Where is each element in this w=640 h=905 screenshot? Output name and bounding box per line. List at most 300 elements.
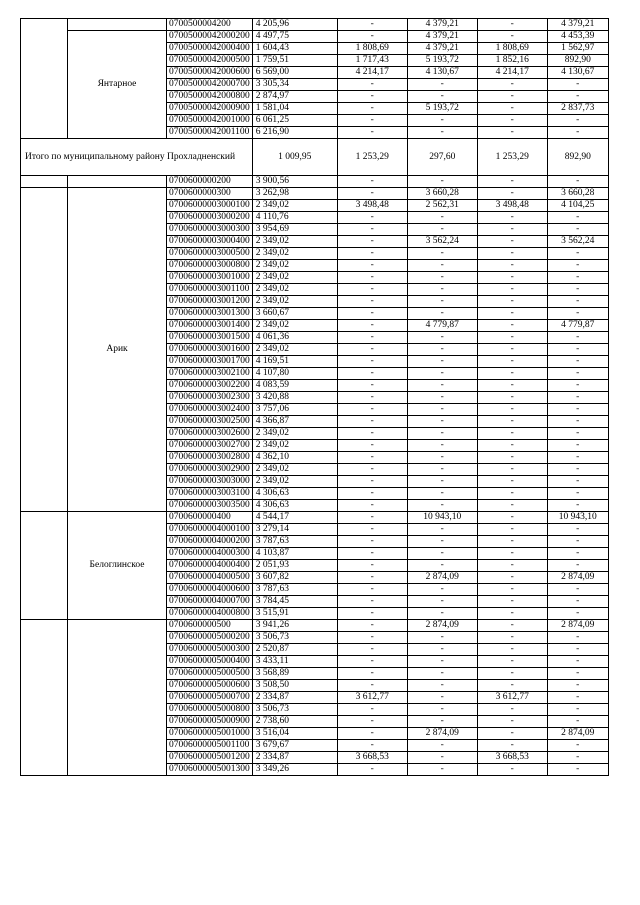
value-cell: - [407,91,477,103]
value-cell: - [477,536,547,548]
value-cell: - [337,572,407,584]
value-cell: - [477,704,547,716]
value-cell: - [477,668,547,680]
value-cell: - [337,476,407,488]
value-cell: - [547,764,608,776]
value-cell: - [407,764,477,776]
tariff-value: 4 205,96 [252,19,337,31]
place-cell-empty [68,176,167,188]
value-cell: - [477,79,547,91]
table-row [21,31,609,43]
value-cell: - [407,560,477,572]
value-cell: 5 193,72 [407,103,477,115]
value-cell: - [407,476,477,488]
value-cell: - [477,548,547,560]
tariff-value: 3 305,34 [252,79,337,91]
value-cell: - [477,127,547,139]
value-cell: 4 779,87 [547,320,608,332]
value-cell: - [337,680,407,692]
value-cell: - [547,260,608,272]
value-cell: 1 562,97 [547,43,608,55]
value-cell: - [337,584,407,596]
value-cell: - [337,620,407,632]
value-cell: - [547,608,608,620]
value-cell: - [477,272,547,284]
object-code: 07006000005001100 [167,740,253,752]
tariff-value: 3 607,82 [252,572,337,584]
object-code: 07006000003003100 [167,488,253,500]
value-cell: - [337,356,407,368]
value-cell: 4 379,21 [407,31,477,43]
tariff-value: 2 874,97 [252,91,337,103]
value-cell: - [337,464,407,476]
value-cell: - [547,392,608,404]
value-cell: - [337,524,407,536]
value-cell: - [547,644,608,656]
value-cell: - [477,512,547,524]
value-cell: - [337,548,407,560]
value-cell: - [337,260,407,272]
blank-cell [21,188,68,512]
value-cell: - [337,115,407,127]
tariff-value: 2 349,02 [252,248,337,260]
value-cell: - [477,740,547,752]
value-cell: - [407,260,477,272]
object-code: 07006000005000200 [167,632,253,644]
object-code: 07006000003002700 [167,440,253,452]
value-cell: - [337,31,407,43]
value-cell: - [407,79,477,91]
object-code: 07005000042001100 [167,127,253,139]
value-cell: - [337,127,407,139]
value-cell: - [407,488,477,500]
settlement-name: Арик [68,188,167,512]
value-cell: - [477,728,547,740]
value-cell: - [547,248,608,260]
tariff-value: 3 420,88 [252,392,337,404]
value-cell: - [407,632,477,644]
tariff-value: 4 497,75 [252,31,337,43]
table-body [21,19,609,776]
value-cell: - [477,380,547,392]
blank-cell [21,512,68,620]
tariff-value: 4 110,76 [252,212,337,224]
value-cell: - [547,91,608,103]
value-cell: - [477,115,547,127]
tariff-value: 2 051,93 [252,560,337,572]
object-code: 07006000005000500 [167,668,253,680]
value-cell: - [407,440,477,452]
value-cell: 5 193,72 [407,55,477,67]
object-code: 07006000003000800 [167,260,253,272]
value-cell: 3 498,48 [477,200,547,212]
value-cell: 4 130,67 [407,67,477,79]
tariff-value: 6 569,00 [252,67,337,79]
value-cell: - [337,764,407,776]
value-cell: 1 717,43 [337,55,407,67]
value-cell: 4 130,67 [547,67,608,79]
tariff-value: 2 349,02 [252,296,337,308]
value-cell: - [407,584,477,596]
tariff-value: 6 061,25 [252,115,337,127]
value-cell: - [337,632,407,644]
value-cell: - [407,356,477,368]
settlement-name: Белоглинское [68,512,167,620]
blank-cell [21,620,68,776]
value-cell: - [547,596,608,608]
table-row [21,512,609,524]
object-code: 07006000004000400 [167,560,253,572]
value-cell: - [407,464,477,476]
value-cell: - [547,115,608,127]
value-cell: - [477,368,547,380]
tariff-value: 1 581,04 [252,103,337,115]
tariff-value: 3 660,67 [252,308,337,320]
object-code: 07006000005000700 [167,692,253,704]
value-cell: - [337,368,407,380]
value-cell: - [407,332,477,344]
value-cell: 2 874,09 [547,620,608,632]
value-cell: - [547,536,608,548]
value-cell: - [407,668,477,680]
total-value: 892,90 [547,139,608,176]
value-cell: - [337,656,407,668]
object-code: 07005000042001000 [167,115,253,127]
value-cell: - [547,212,608,224]
settlement-name [68,620,167,776]
tariff-value: 3 508,50 [252,680,337,692]
object-code: 07005000042000200 [167,31,253,43]
tariff-value: 3 679,67 [252,740,337,752]
value-cell: - [477,464,547,476]
total-value: 1 253,29 [337,139,407,176]
value-cell: - [337,103,407,115]
value-cell: - [477,19,547,31]
value-cell: 4 104,25 [547,200,608,212]
object-code: 07006000004000800 [167,608,253,620]
value-cell: - [547,452,608,464]
object-code: 07005000042000700 [167,79,253,91]
value-cell: - [547,79,608,91]
value-cell: - [337,380,407,392]
value-cell: - [407,416,477,428]
value-cell: - [547,464,608,476]
object-code: 0700600000400 [167,512,253,524]
tariff-value: 3 515,91 [252,608,337,620]
object-code: 07006000003000300 [167,224,253,236]
value-cell: - [547,356,608,368]
value-cell: - [337,296,407,308]
value-cell: - [337,740,407,752]
tariff-value: 6 216,90 [252,127,337,139]
value-cell: - [407,248,477,260]
tariff-value: 4 169,51 [252,356,337,368]
value-cell: - [407,127,477,139]
tariff-value: 2 349,02 [252,464,337,476]
object-code: 07006000003002600 [167,428,253,440]
table-row [21,19,609,31]
value-cell: 3 612,77 [337,692,407,704]
tariff-value: 4 366,87 [252,416,337,428]
value-cell: - [547,127,608,139]
value-cell: - [337,308,407,320]
object-code: 07005000042000500 [167,55,253,67]
value-cell: - [407,212,477,224]
object-code: 07006000003003000 [167,476,253,488]
value-cell: - [477,572,547,584]
value-cell: - [477,764,547,776]
value-cell: - [547,584,608,596]
value-cell: - [337,536,407,548]
value-cell: - [477,260,547,272]
object-code: 07006000003002800 [167,452,253,464]
value-cell: - [547,404,608,416]
value-cell: 1 852,16 [477,55,547,67]
object-code: 07006000003001500 [167,332,253,344]
value-cell: - [477,584,547,596]
object-code: 07006000003001200 [167,296,253,308]
value-cell: 2 874,09 [407,620,477,632]
value-cell: - [477,176,547,188]
value-cell: 4 379,21 [407,43,477,55]
value-cell: - [337,176,407,188]
value-cell: 2 874,09 [547,728,608,740]
value-cell: - [337,79,407,91]
value-cell: 4 779,87 [407,320,477,332]
value-cell: - [337,416,407,428]
value-cell: - [477,212,547,224]
value-cell: - [477,524,547,536]
value-cell: - [337,272,407,284]
value-cell: - [477,356,547,368]
value-cell: - [547,272,608,284]
value-cell: 2 562,31 [407,200,477,212]
object-code: 07006000003002300 [167,392,253,404]
object-code: 07006000004000700 [167,596,253,608]
tariff-value: 3 784,45 [252,596,337,608]
value-cell: - [407,392,477,404]
value-cell: - [477,476,547,488]
object-code: 07006000003002100 [167,368,253,380]
object-code: 07006000005000900 [167,716,253,728]
object-code: 07006000004000500 [167,572,253,584]
value-cell: 3 498,48 [337,200,407,212]
total-row [21,139,609,176]
value-cell: - [407,115,477,127]
value-cell: - [477,91,547,103]
object-code: 07006000005000400 [167,656,253,668]
total-label: Итого по муниципальному району Прохладненский [21,139,253,176]
tariff-value: 3 433,11 [252,656,337,668]
tariff-value: 3 787,63 [252,536,337,548]
value-cell: - [407,344,477,356]
value-cell: - [477,236,547,248]
tariff-value: 2 349,02 [252,272,337,284]
value-cell: - [337,248,407,260]
value-cell: - [337,488,407,500]
tariff-value: 2 349,02 [252,440,337,452]
object-code: 07006000003001000 [167,272,253,284]
tariff-value: 3 954,69 [252,224,337,236]
tariff-value: 3 349,26 [252,764,337,776]
value-cell: - [477,31,547,43]
value-cell: 1 808,69 [477,43,547,55]
value-cell: - [337,404,407,416]
value-cell: - [407,704,477,716]
tariff-value: 1 604,43 [252,43,337,55]
tariff-value: 3 262,98 [252,188,337,200]
tariff-value: 3 941,26 [252,620,337,632]
blank-cell [21,19,68,139]
value-cell: - [407,692,477,704]
value-cell: - [407,380,477,392]
object-code: 07006000003000200 [167,212,253,224]
tariff-value: 2 349,02 [252,344,337,356]
value-cell: 3 668,53 [337,752,407,764]
value-cell: - [477,500,547,512]
value-cell: - [547,692,608,704]
value-cell: - [407,548,477,560]
object-code: 07006000004000300 [167,548,253,560]
tariff-value: 2 334,87 [252,752,337,764]
tariff-value: 3 279,14 [252,524,337,536]
value-cell: - [477,632,547,644]
value-cell: - [337,91,407,103]
value-cell: - [547,752,608,764]
object-code: 07005000042000900 [167,103,253,115]
object-code: 07006000003000500 [167,248,253,260]
value-cell: 3 562,24 [407,236,477,248]
tariff-value: 2 349,02 [252,236,337,248]
value-cell: - [547,704,608,716]
value-cell: - [547,632,608,644]
object-code: 07006000003002400 [167,404,253,416]
value-cell: - [407,680,477,692]
object-code: 07006000003001400 [167,320,253,332]
value-cell: - [337,500,407,512]
value-cell: - [337,644,407,656]
tariff-value: 4 107,80 [252,368,337,380]
tariff-value: 4 083,59 [252,380,337,392]
object-code: 07006000004000100 [167,524,253,536]
table-row [21,620,609,632]
tariff-value: 2 349,02 [252,200,337,212]
value-cell: - [337,728,407,740]
value-cell: - [407,452,477,464]
value-cell: - [477,716,547,728]
tariff-value: 4 061,36 [252,332,337,344]
tariff-value: 2 520,87 [252,644,337,656]
value-cell: 2 874,09 [407,572,477,584]
value-cell: - [477,656,547,668]
value-cell: - [407,404,477,416]
place-cell-empty [68,19,167,31]
value-cell: - [547,428,608,440]
object-code: 07006000003001300 [167,308,253,320]
tariff-value: 3 900,56 [252,176,337,188]
value-cell: - [477,596,547,608]
value-cell: - [547,176,608,188]
value-cell: - [547,500,608,512]
object-code: 07006000003002200 [167,380,253,392]
tariff-value: 2 349,02 [252,476,337,488]
object-code: 0700500004200 [167,19,253,31]
object-code: 0700600000200 [167,176,253,188]
value-cell: - [337,212,407,224]
object-code: 07006000004000600 [167,584,253,596]
value-cell: - [407,656,477,668]
value-cell: - [547,368,608,380]
value-cell: - [407,368,477,380]
value-cell: 2 874,09 [407,728,477,740]
value-cell: - [547,680,608,692]
object-code: 07006000003002500 [167,416,253,428]
value-cell: - [337,452,407,464]
value-cell: - [547,740,608,752]
value-cell: 892,90 [547,55,608,67]
value-cell: - [477,452,547,464]
value-cell: 1 808,69 [337,43,407,55]
value-cell: - [337,668,407,680]
value-cell: - [547,416,608,428]
tariff-value: 3 757,06 [252,404,337,416]
value-cell: - [407,596,477,608]
object-code: 07006000003003500 [167,500,253,512]
table-row [21,188,609,200]
value-cell: - [477,392,547,404]
value-cell: 4 214,17 [477,67,547,79]
value-cell: - [337,284,407,296]
value-cell: - [337,512,407,524]
value-cell: 4 379,21 [407,19,477,31]
value-cell: - [547,380,608,392]
value-cell: - [477,188,547,200]
value-cell: - [337,236,407,248]
value-cell: - [547,656,608,668]
object-code: 07006000003002900 [167,464,253,476]
value-cell: 2 837,73 [547,103,608,115]
object-code: 0700600000300 [167,188,253,200]
value-cell: - [477,440,547,452]
value-cell: - [477,680,547,692]
value-cell: - [477,620,547,632]
value-cell: - [407,524,477,536]
value-cell: - [337,440,407,452]
value-cell: - [337,716,407,728]
value-cell: - [547,548,608,560]
value-cell: - [337,704,407,716]
value-cell: - [337,428,407,440]
tariff-value: 1 759,51 [252,55,337,67]
value-cell: - [477,488,547,500]
tariff-table [20,18,609,776]
value-cell: - [477,644,547,656]
tariff-value: 2 349,02 [252,284,337,296]
value-cell: 4 379,21 [547,19,608,31]
value-cell: - [477,320,547,332]
value-cell: - [547,224,608,236]
value-cell: - [407,308,477,320]
value-cell: - [547,668,608,680]
settlement-name: Янтарное [68,31,167,139]
tariff-value: 3 787,63 [252,584,337,596]
value-cell: - [547,488,608,500]
total-value: 1 009,95 [252,139,337,176]
value-cell: - [477,248,547,260]
value-cell: - [547,524,608,536]
value-cell: - [477,560,547,572]
value-cell: - [407,176,477,188]
